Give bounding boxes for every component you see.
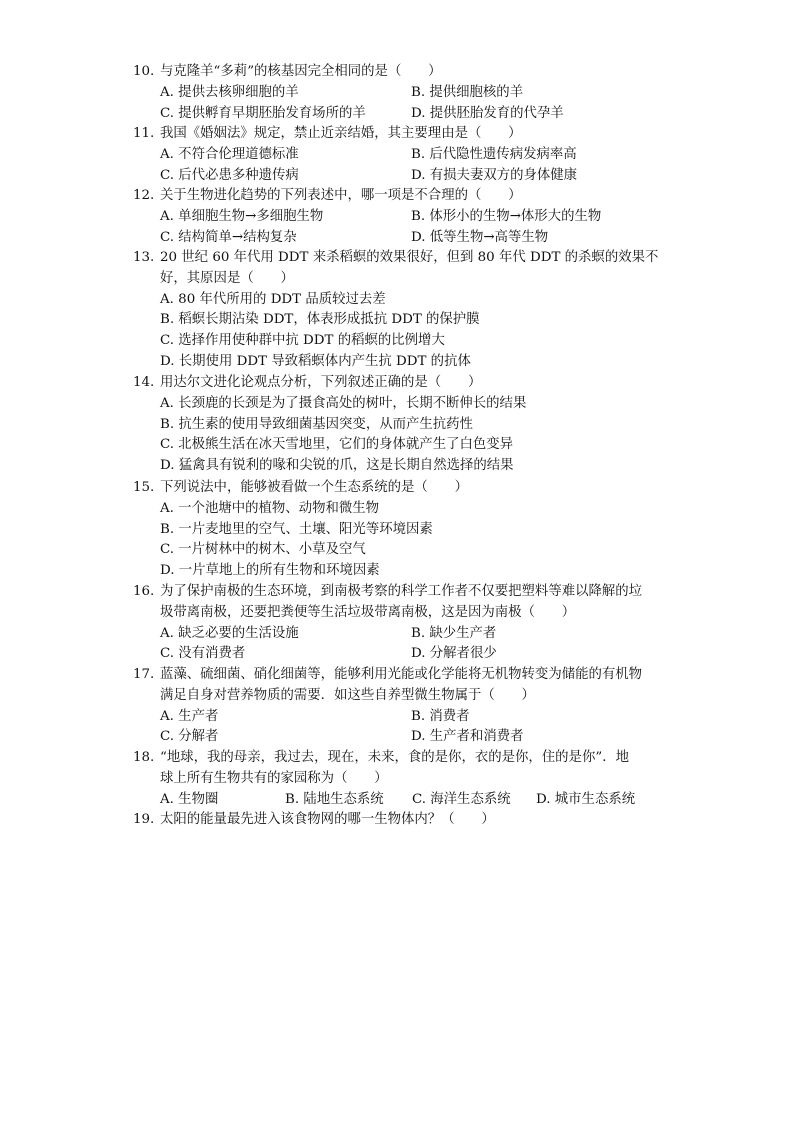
option-list bbox=[160, 290, 673, 373]
option-d: D. 城市生态系统 bbox=[536, 791, 636, 807]
options bbox=[133, 624, 673, 666]
question-number: 11. bbox=[133, 126, 155, 141]
question-stem bbox=[133, 810, 673, 831]
question-number: 16. bbox=[133, 584, 155, 599]
option-c: C. 选择作用使种群中抗 DDT 的稻螟的比例增大 bbox=[160, 333, 445, 349]
options bbox=[133, 83, 673, 125]
options bbox=[133, 207, 673, 249]
option-list bbox=[160, 394, 673, 477]
question-text: 关于生物进化趋势的下列表述中，哪一项是不合理的（ ） bbox=[160, 188, 522, 203]
question-stem bbox=[133, 62, 673, 83]
question-text: 蓝藻、硫细菌、硝化细菌等，能够利用光能或化学能将无机物转变为储能的有机物 bbox=[160, 667, 643, 682]
question-text: 下列说法中，能够被看做一个生态系统的是（ ） bbox=[160, 480, 468, 495]
question-10 bbox=[133, 62, 673, 124]
option-b: B. 消费者 bbox=[411, 708, 470, 724]
question-number: 19. bbox=[133, 812, 155, 827]
option-row bbox=[160, 727, 673, 748]
option-d: D. 分解者很少 bbox=[411, 646, 497, 662]
options bbox=[133, 499, 673, 582]
option-row bbox=[160, 207, 673, 228]
question-text: “地球，我的母亲，我过去，现在，未来，食的是你，衣的是你，住的是你”．地 bbox=[160, 750, 629, 765]
option-b: B. 稻螟长期沾染 DDT，体表形成抵抗 DDT 的保护膜 bbox=[160, 312, 480, 328]
question-stem bbox=[133, 186, 673, 207]
question-text-continued: 满足自身对营养物质的需要．如这些自养型微生物属于（ ） bbox=[160, 687, 535, 703]
question-19 bbox=[133, 810, 673, 831]
question-stem bbox=[133, 582, 673, 603]
option-d: D. 猛禽具有锐利的喙和尖锐的爪，这是长期自然选择的结果 bbox=[160, 458, 514, 474]
option-d: D. 一片草地上的所有生物和环境因素 bbox=[160, 563, 380, 579]
question-15 bbox=[133, 478, 673, 582]
option-b: B. 提供细胞核的羊 bbox=[411, 84, 524, 100]
question-text: 20 世纪 60 年代用 DDT 来杀稻螟的效果很好，但到 80 年代 DDT 的杀螟的效果不 bbox=[160, 250, 659, 265]
option-b: B. 一片麦地里的空气、土壤、阳光等环境因素 bbox=[160, 521, 433, 537]
option-d: D. 生产者和消费者 bbox=[411, 729, 524, 745]
question-text: 用达尔文进化论观点分析，下列叙述正确的是（ ） bbox=[160, 375, 482, 390]
question-text: 与克隆羊“多莉”的核基因完全相同的是（ ） bbox=[160, 64, 442, 79]
option-row bbox=[160, 624, 673, 645]
question-stem bbox=[133, 748, 673, 769]
option-row bbox=[160, 145, 673, 166]
question-text: 为了保护南极的生态环境，到南极考察的科学工作者不仅要把塑料等难以降解的垃 bbox=[160, 584, 643, 599]
option-c: C. 结构简单→结构复杂 bbox=[160, 229, 297, 245]
option-row bbox=[160, 166, 673, 187]
option-d: D. 长期使用 DDT 导致稻螟体内产生抗 DDT 的抗体 bbox=[160, 353, 471, 369]
option-d: D. 低等生物→高等生物 bbox=[411, 229, 549, 245]
option-c: C. 一片树林中的树木、小草及空气 bbox=[160, 542, 366, 558]
option-row bbox=[160, 83, 673, 104]
question-number: 14. bbox=[133, 375, 155, 390]
option-a: A. 生物圈 bbox=[160, 791, 219, 807]
question-stem bbox=[133, 665, 673, 686]
option-a: A. 生产者 bbox=[160, 708, 219, 724]
options bbox=[133, 707, 673, 749]
option-b: B. 陆地生态系统 bbox=[285, 791, 384, 807]
option-row bbox=[160, 644, 673, 665]
option-b: B. 体形小的生物→体形大的生物 bbox=[411, 208, 602, 224]
option-row bbox=[160, 790, 673, 811]
option-c: C. 分解者 bbox=[160, 729, 219, 745]
option-a: A. 长颈鹿的长颈是为了摄食高处的树叶，长期不断伸长的结果 bbox=[160, 395, 527, 411]
question-stem bbox=[133, 478, 673, 499]
option-list bbox=[160, 499, 673, 582]
option-a: A. 单细胞生物→多细胞生物 bbox=[160, 208, 324, 224]
option-row bbox=[160, 228, 673, 249]
question-number: 12. bbox=[133, 188, 155, 203]
question-17 bbox=[133, 665, 673, 748]
question-text: 我国《婚姻法》规定，禁止近亲结婚，其主要理由是（ ） bbox=[160, 126, 522, 141]
question-number: 13. bbox=[133, 250, 155, 265]
options bbox=[133, 394, 673, 477]
option-row bbox=[160, 104, 673, 125]
option-row bbox=[160, 707, 673, 728]
question-16 bbox=[133, 582, 673, 665]
question-text-continued: 圾带离南极，还要把粪便等生活垃圾带离南极，这是因为南极（ ） bbox=[160, 604, 576, 620]
question-text-continued: 球上所有生物共有的家园称为（ ） bbox=[160, 770, 388, 786]
option-c: C. 海洋生态系统 bbox=[412, 791, 511, 807]
option-c: C. 后代必患多种遗传病 bbox=[160, 167, 299, 183]
option-b: B. 抗生素的使用导致细菌基因突变，从而产生抗药性 bbox=[160, 416, 473, 432]
question-14 bbox=[133, 373, 673, 477]
question-11 bbox=[133, 124, 673, 186]
question-number: 10. bbox=[133, 64, 155, 79]
option-c: C. 没有消费者 bbox=[160, 646, 246, 662]
option-a: A. 缺乏必要的生活设施 bbox=[160, 625, 299, 641]
option-a: A. 提供去核卵细胞的羊 bbox=[160, 84, 299, 100]
question-text: 太阳的能量最先进入该食物网的哪一生物体内？（ ） bbox=[160, 812, 495, 827]
options bbox=[133, 145, 673, 187]
option-a: A. 不符合伦理道德标准 bbox=[160, 146, 299, 162]
option-c: C. 北极熊生活在冰天雪地里，它们的身体就产生了白色变异 bbox=[160, 437, 514, 453]
options bbox=[133, 290, 673, 373]
question-number: 15. bbox=[133, 480, 155, 495]
option-d: D. 提供胚胎发育的代孕羊 bbox=[411, 105, 564, 121]
question-text-continued: 好，其原因是（ ） bbox=[160, 270, 294, 286]
option-a: A. 80 年代所用的 DDT 品质较过去差 bbox=[160, 291, 386, 307]
option-d: D. 有损夫妻双方的身体健康 bbox=[411, 167, 578, 183]
option-c: C. 提供孵育早期胚胎发育场所的羊 bbox=[160, 105, 366, 121]
question-number: 18. bbox=[133, 750, 155, 765]
option-b: B. 缺少生产者 bbox=[411, 625, 497, 641]
question-number: 17. bbox=[133, 667, 155, 682]
question-12 bbox=[133, 186, 673, 248]
question-18 bbox=[133, 748, 673, 810]
question-stem bbox=[133, 373, 673, 394]
question-stem bbox=[133, 248, 673, 269]
question-13 bbox=[133, 248, 673, 373]
options bbox=[133, 790, 673, 811]
question-stem bbox=[133, 124, 673, 145]
option-b: B. 后代隐性遗传病发病率高 bbox=[411, 146, 577, 162]
option-a: A. 一个池塘中的植物、动物和微生物 bbox=[160, 500, 380, 516]
